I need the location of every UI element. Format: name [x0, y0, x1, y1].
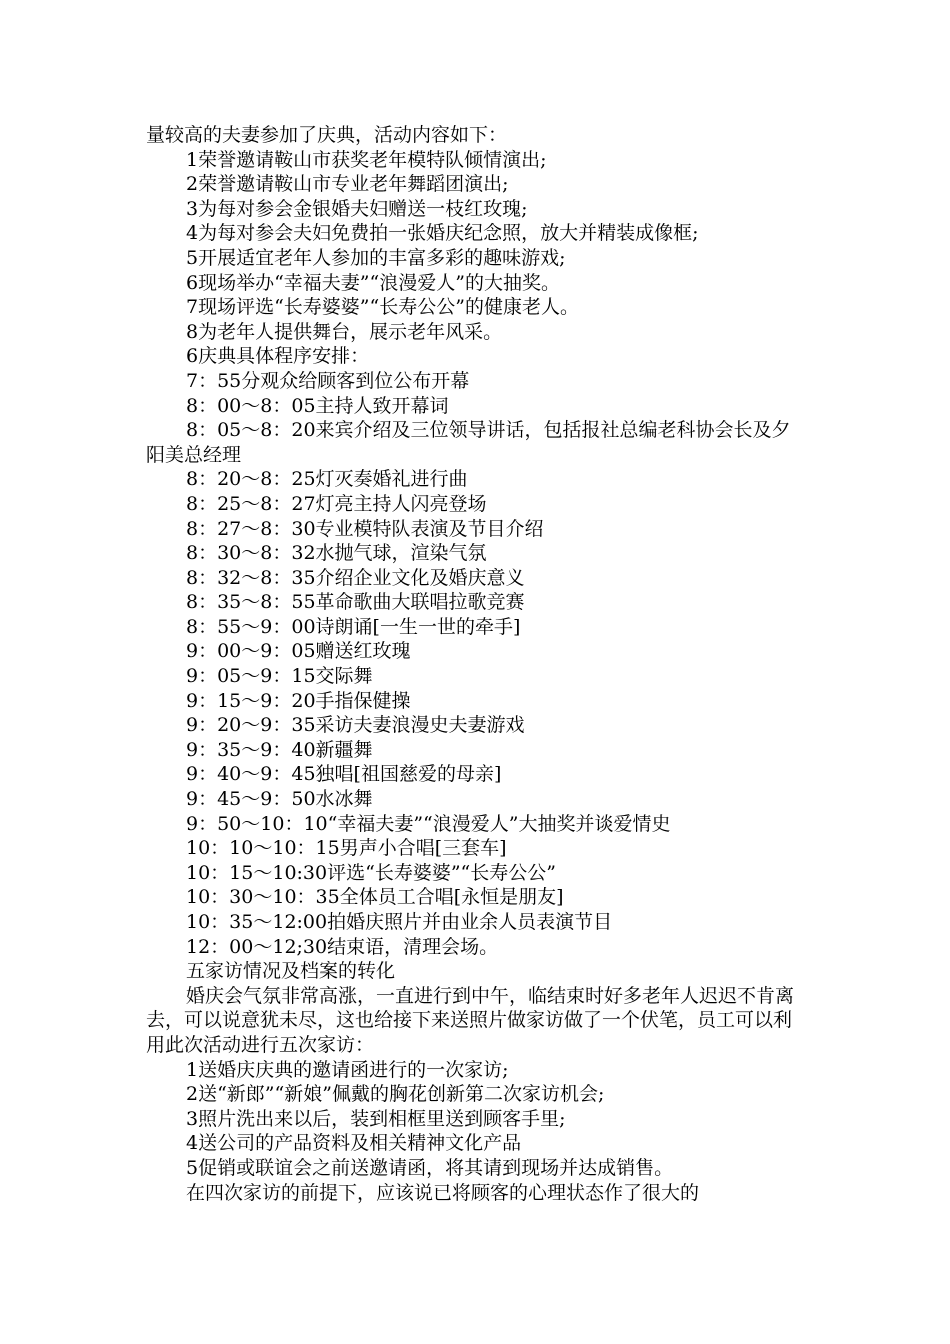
paragraph-line: 10：10～10：15男声小合唱[三套车]: [186, 837, 507, 860]
paragraph-line: 7现场评选“长寿婆婆”“长寿公公”的健康老人。: [186, 296, 579, 319]
paragraph-line: 2送“新郎”“新娘”佩戴的胸花创新第二次家访机会;: [186, 1083, 605, 1106]
paragraph-line: 9：05～9：15交际舞: [186, 665, 373, 688]
paragraph-line: 3照片洗出来以后，装到相框里送到顾客手里;: [186, 1107, 566, 1130]
paragraph-line: 9：35～9：40新疆舞: [186, 738, 373, 761]
paragraph-line: 6现场举办“幸福夫妻”“浪漫爱人”的大抽奖。: [186, 271, 560, 294]
paragraph-line: 12：00～12;30结束语，清理会场。: [186, 935, 499, 958]
paragraph-line: 8：20～8：25灯灭奏婚礼进行曲: [186, 468, 468, 491]
paragraph-line: 9：40～9：45独唱[祖国慈爱的母亲]: [186, 763, 502, 786]
paragraph-line: 3为每对参会金银婚夫妇赠送一枝红玫瑰;: [186, 197, 528, 220]
paragraph-line: 4送公司的产品资料及相关精神文化产品: [186, 1132, 522, 1155]
paragraph-line: 9：45～9：50水冰舞: [186, 788, 373, 811]
paragraph-line: 5促销或联谊会之前送邀请函，将其请到现场并达成销售。: [186, 1156, 674, 1179]
paragraph-line: 在四次家访的前提下，应该说已将顾客的心理状态作了很大的: [186, 1181, 700, 1204]
paragraph-line: 8：00～8：05主持人致开幕词: [186, 394, 449, 417]
paragraph-line: 8：32～8：35介绍企业文化及婚庆意义: [186, 566, 525, 589]
paragraph-line: 6庆典具体程序安排：: [186, 345, 370, 368]
paragraph-line: 8为老年人提供舞台，展示老年风采。: [186, 320, 503, 343]
paragraph-line: 10：15～10:30评选“长寿婆婆”“长寿公公”: [186, 861, 556, 884]
paragraph-line: 9：00～9：05赠送红玫瑰: [186, 640, 411, 663]
paragraph-line: 8：05～8：20来宾介绍及三位领导讲话，包括报社总编老科协会长及夕阳美总经理: [146, 419, 791, 466]
paragraph-line: 五家访情况及档案的转化: [186, 960, 396, 983]
paragraph-line: 4为每对参会夫妇免费拍一张婚庆纪念照，放大并精装成像框;: [186, 222, 699, 245]
paragraph-line: 1荣誉邀请鞍山市获奖老年模特队倾情演出;: [186, 148, 547, 171]
paragraph-line: 8：35～8：55革命歌曲大联唱拉歌竞赛: [186, 591, 525, 614]
paragraph-line: 8：30～8：32水抛气球，渲染气氛: [186, 542, 487, 565]
paragraph-line: 8：25～8：27灯亮主持人闪亮登场: [186, 492, 487, 515]
paragraph-line: 8：27～8：30专业模特队表演及节目介绍: [186, 517, 544, 540]
paragraph-line: 9：20～9：35采访夫妻浪漫史夫妻游戏: [186, 714, 525, 737]
paragraph-line: 7：55分观众给顾客到位公布开幕: [186, 369, 470, 392]
document-page: [146, 123, 806, 1205]
paragraph-line: 量较高的夫妻参加了庆典，活动内容如下：: [146, 124, 508, 146]
paragraph-line: 9：50～10：10“幸福夫妻”“浪漫爱人”大抽奖并谈爱情史: [186, 812, 671, 835]
paragraph-line: 2荣誉邀请鞍山市专业老年舞蹈团演出;: [186, 173, 509, 196]
paragraph-line: 10：35～12:00拍婚庆照片并由业余人员表演节目: [186, 911, 613, 933]
paragraph-line: 1送婚庆庆典的邀请函进行的一次家访;: [186, 1058, 509, 1081]
paragraph-line: 9：15～9：20手指保健操: [186, 689, 411, 712]
paragraph-line: 8：55～9：00诗朗诵[一生一世的牵手]: [186, 615, 521, 638]
paragraph-line: 婚庆会气氛非常高涨，一直进行到中午，临结束时好多老年人迟迟不肯离去，可以说意犹未尽，这也给接下来送照片做家访做了一个伏笔，员工可以利用此次活动进行五次家访：: [146, 984, 795, 1056]
paragraph-line: 5开展适宜老年人参加的丰富多彩的趣味游戏;: [186, 246, 566, 269]
paragraph-line: 10：30～10：35全体员工合唱[永恒是朋友]: [186, 886, 564, 909]
